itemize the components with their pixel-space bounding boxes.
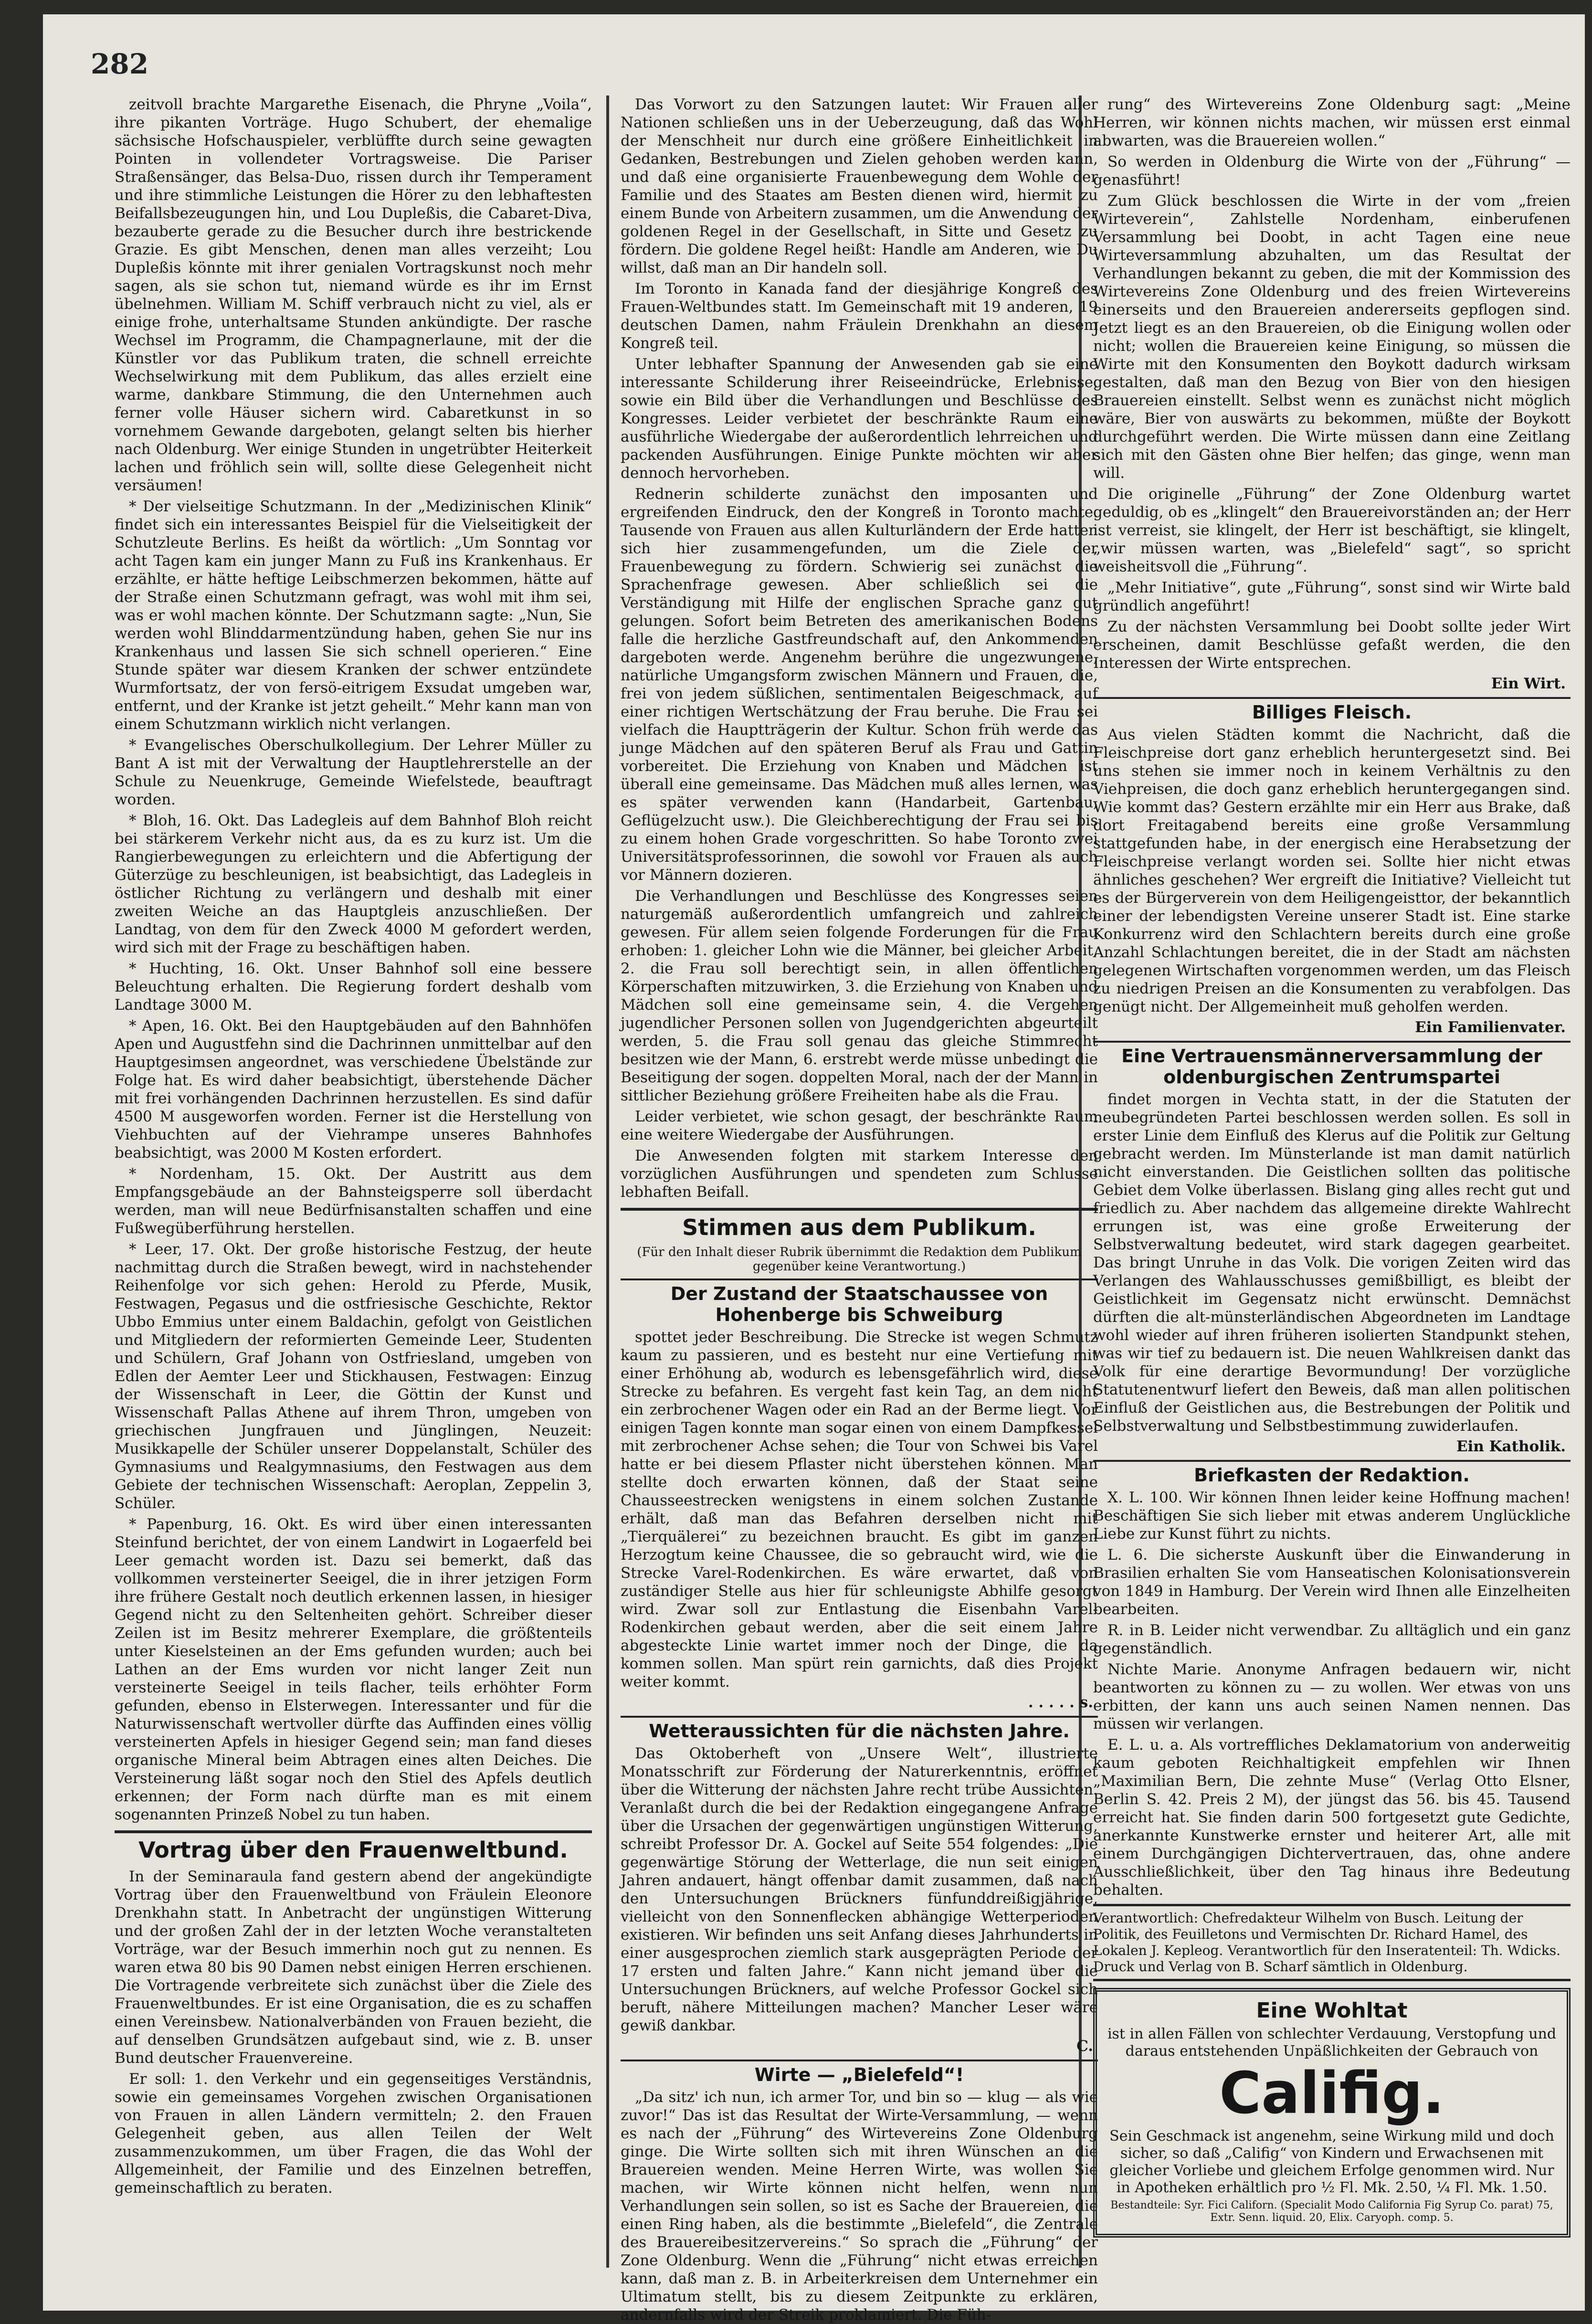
article-text: Er soll: 1. den Verkehr und ein gegenseitiges Verständnis, sowie ein gemeinsames Vorgehen zwischen Organisationen von Frauen in allen Ländern vermitteln; 2. den Frauen Gelegenheit geben, aus allen Teilen der Welt zusammenzukommen, um über Fragen, die das Wohl der Allgemeinheit, der Familie und des Einzelnen betreffen, gemeinschaftlich zu beraten. bbox=[115, 2070, 592, 2197]
signature: . . . . . s. bbox=[1028, 1694, 1093, 1711]
article-text: Die Verhandlungen und Beschlüsse des Kongresses seien naturgemäß außerordentlich umfangreich und zahlreich gewesen. Für allem seien folgende Forderungen für die Frau erhoben: 1. gleicher Lohn wie die Männer, bei gleicher Arbeit, 2. die Frau soll berechtigt sein, in allen öffentlichen Körperschaften mitzuwirken, 3. die Erziehung von Knaben und Mädchen soll eine gemeinsame sein, 4. die Vergehen jugendlicher Personen sollen von Jugendgerichten abgeurteilt werden, 5. die Frau soll genau das gleiche Stimmrecht besitzen wie der Mann, 6. erstrebt werde müsse unbedingt die Beseitigung der sogen. doppelten Moral, nach der der Mann in sittlicher Beziehung größere Freiheiten habe als die Frau. bbox=[621, 887, 1098, 1104]
section-heading: Briefkasten der Redaktion. bbox=[1093, 1460, 1571, 1486]
newspaper-page bbox=[43, 14, 1585, 2324]
article-text: „Da sitz' ich nun, ich armer Tor, und bin so — klug — als wie zuvor!“ Das ist das Resultat der Wirte-Versammlung, — wenn es nach der „Führung“ des Wirtevereins Zone Oldenburg ginge. Die Wirte sollten sich mit ihren Wünschen an die Brauereien wenden. Meine Herren Wirte, was wollen Sie machen, wir Wirte können nicht helfen, wenn nun Verhandlungen sein sollen, so ist es Sache der Brauereien, die einen Ring haben, als die bestimmte „Bielefeld“, die Zentrale des Brauereibesitzervereins.“ So sprach die „Führung“ der Zone Oldenburg. Wenn die „Führung“ nicht etwas erreichen kann, daß man z. B. in Arbeiterkreisen dem Unternehmer ein Ultimatum stellt, bis zu diesem Zeitpunkte zu erklären, andernfalls wird der Streik proklamiert. Die Füh- bbox=[621, 2089, 1098, 2324]
article-heading: Eine Vertrauensmännerversammlung der oldenburgischen Zentrumspartei bbox=[1093, 1041, 1571, 1088]
article-text: rung“ des Wirtevereins Zone Oldenburg sagt: „Meine Herren, wir können nichts machen, wir müssen erst einmal abwarten, was die Brauereien wollen.“ bbox=[1093, 96, 1571, 149]
page-number: 282 bbox=[91, 48, 149, 80]
article-text: spottet jeder Beschreibung. Die Strecke ist wegen Schmutz kaum zu passieren, und es besteht nur eine Vertiefung mit einer Erhöhung ab, wodurch es lebensgefährlich wird, diese Strecke zu befahren. Es vergeht fast kein Tag, an dem nicht ein zerbrochener Wagen oder ein Rad an der Berme liegt. Vor einigen Tagen konnte man sogar einen von einem Dampfkessel mit zerbrochener Achse sehen; die Tour von Schwei bis Varel hatte er bei diesem Pflaster nicht überstehen können. Man stellte doch erwarten können, daß der Staat seine Chausseestrecken wenigstens in einem solchen Zustande erhält, daß man das Befahren derselben nicht mit „Tierquälerei“ zu bezeichnen braucht. Es gibt im ganzen Herzogtum keine Chaussee, die so gebraucht wird, wie die Strecke Varel-Rodenkirchen. Es wäre erwartet, daß von zuständiger Stelle aus hier für schleunigste Abhilfe gesorgt wird. Zwar soll zur Entlastung die Eisenbahn Varel-Rodenkirchen gebaut werden, aber die seit einem Jahre abgesteckte Linie wartet immer noch der Dinge, die da kommen sollen. Man spürt rein garnichts, daß dies Projekt weiter kommt. bbox=[621, 1329, 1098, 1690]
article-heading: Wetteraussichten für die nächsten Jahre. bbox=[621, 1716, 1098, 1742]
article-text: * Bloh, 16. Okt. Das Ladegleis auf dem Bahnhof Bloh reicht bei stärkerem Verkehr nicht aus, da es zu kurz ist. Um die Rangierbewegungen zu erleichtern und die Abfertigung der Güterzüge zu beschleunigen, ist beabsichtigt, das Ladegleis in östlicher Richtung zu verlängern und deshalb mit einer zweiten Weiche an das Hauptgleis anzuschließen. Der Landtag, von dem für den Zweck 4000 M gefordert werden, wird sich mit der Frage zu beschäftigen haben. bbox=[115, 812, 592, 956]
column-1 bbox=[115, 95, 592, 2282]
signature: Ein Wirt. bbox=[1491, 675, 1566, 692]
article-text: * Apen, 16. Okt. Bei den Hauptgebäuden auf den Bahnhöfen Apen und Augustfehn sind die Dachrinnen unmittelbar auf den Hauptgesimsen angeordnet, was verschiedene Übelstände zur Folge hat. Es wird daher beabsichtigt, überstehende Dächer mit frei vorhängenden Dachrinnen herzustellen. Es sind dafür 4500 M ausgeworfen worden. Ferner ist die Herstellung von Viehbuchten auf der Viehrampe unseres Bahnhofes beabsichtigt, was 2000 M Kosten erfordert. bbox=[115, 1017, 592, 1162]
advertisement bbox=[1093, 1988, 1571, 2238]
imprint: Verantwortlich: Chefredakteur Wilhelm von Busch. Leitung der Politik, des Feuilletons und Vermischten Dr. Richard Hamel, des Lokalen J. Kepleog. Verantwortlich für den Inseratenteil: Th. Wdicks. Druck und Verlag von B. Scharf sämtlich in Oldenburg. bbox=[1093, 1904, 1571, 1981]
ad-brand: Califig. bbox=[1219, 2060, 1444, 2127]
article-text: Zu der nächsten Versammlung bei Doobt sollte jeder Wirt erscheinen, damit Beschlüsse gefaßt werden, die den Interessen der Wirte entsprechen. bbox=[1093, 618, 1571, 672]
column-3 bbox=[1093, 95, 1571, 2282]
article-text: Unter lebhafter Spannung der Anwesenden gab sie eine interessante Schilderung ihrer Reiseeindrücke, Erlebnisse, sowie ein Bild über die Verhandlungen und Beschlüsse des Kongresses. Leider verbietet der beschränkte Raum eine ausführliche Wiedergabe der außerordentlich lehrreichen und packenden Ausführungen. Einige Punkte möchten wir aber dennoch hervorheben. bbox=[621, 356, 1098, 482]
section-heading: Stimmen aus dem Publikum. bbox=[621, 1208, 1098, 1240]
article-text: So werden in Oldenburg die Wirte von der „Führung“ — genasführt! bbox=[1093, 153, 1571, 189]
article-text: * Huchting, 16. Okt. Unser Bahnhof soll eine bessere Beleuchtung erhalten. Die Regierung fordert deshalb vom Landtage 3000 M. bbox=[115, 960, 592, 1014]
ad-title: Eine Wohltat bbox=[1256, 1998, 1408, 2023]
article-text: * Nordenham, 15. Okt. Der Austritt aus dem Empfangsgebäude an der Bahnsteigsperre soll überdacht werden, man will neue Bedürfnisanstalten schaffen und eine Fußwegüberführung herstellen. bbox=[115, 1165, 592, 1237]
article-text: findet morgen in Vechta statt, in der die Statuten der neubegründeten Partei beschlossen werden sollen. Es soll in erster Linie dem Einfluß des Klerus auf die Politik zur Geltung gebracht werden. Im Münsterlande ist man damit natürlich nicht einverstanden. Die Geistlichen sollten das politische Gebiet dem Volke überlassen. Bislang ging alles recht gut und friedlich zu. Aber nachdem das allgemeine direkte Wahlrecht errungen ist, was eine große Erweiterung der Selbstverwaltung bedeutet, wird stark dagegen gearbeitet. Das bringt Unruhe in das Volk. Die vorigen Zeiten wird das Verlangen des Wahlausschusses gemißbilligt, es bleibt der Geistlichkeit im Gegensatz nicht erwünscht. Demnächst dürften die alt-münsterländischen Abgeordneten im Landtage wohl wieder auf ihren früheren isolierten Standpunkt stehen, was wir tief zu bedauern ist. Die neuen Wahlkreisen dankt das Volk für eine derartige Bevormundung! Der vorzügliche Statutenentwurf liefert den Beweis, daß man allen politischen Einfluß der Geistlichen aus, die Bestrebungen der Politik und Selbstverwaltung und Selbstbestimmung zuwiderlaufen. bbox=[1093, 1091, 1571, 1435]
column-rule bbox=[606, 95, 609, 2268]
letter-reply: E. L. u. a. Als vortreffliches Deklamatorium von anderweitig kaum geboten Reichhaltigkeit empfehlen wir Ihnen „Maximilian Bern, Die zehnte Muse“ (Verlag Otto Elsner, Berlin S. 42. Preis 2 M), der jüngst das 56. bis 45. Tausend erreicht hat. Sie finden darin 500 fortgesetzt gute Gedichte, anerkannte Kunstwerke ernster und heiterer Art, alle mit einem Durchgängigen Dichtervertrauen, das, ohne andere Ausschließlichkeit, über den Tag hinaus ihre Bedeutung behalten. bbox=[1093, 1736, 1571, 1899]
article-text: Das Oktoberheft von „Unsere Welt“, illustrierte Monatsschrift zur Förderung der Naturerkenntnis, eröffnet über die Witterung der nächsten Jahre recht trübe Aussichten. Veranlaßt durch die bei der Redaktion eingegangene Anfrage über die Ursachen der gegenwärtigen ungünstigen Witterung, schreibt Professor Dr. A. Gockel auf Seite 554 folgendes: „Die gegenwärtige Störung der Wetterlage, die nun seit einigen Jahren andauert, hängt offenbar damit zusammen, daß nach den Untersuchungen Brückners fünfunddreißigjährige, vielleicht von den Sonnenflecken abhängige Wetterperioden existieren. Wir befinden uns seit Anfang dieses Jahrhunderts in einer ausgesprochen ziemlich stark ausgeprägten Periode der 17 ersten und falten Jahre.“ Kann nicht jemand über die Untersuchungen Brückners, auf welche Professor Gockel sich beruft, nähere Mitteilungen machen? Mancher Leser wäre gewiß dankbar. bbox=[621, 1745, 1098, 2034]
article-text: In der Seminaraula fand gestern abend der angekündigte Vortrag über den Frauenweltbund von Fräulein Eleonore Drenkhahn statt. In Anbetracht der ungünstigen Witterung und der großen Zahl der in der letzten Woche veranstalteten Vorträge, war der Besuch immerhin noch gut zu nennen. Es waren etwa 80 bis 90 Damen nebst einigen Herren erschienen. Die Vortragende verbreitete sich zunächst über die Ziele des Frauenweltbundes. Er ist eine Organisation, die es zu schaffen einen Vereinsbew. Nationalverbänden von Frauen bezieht, die auf denselben Grundsätzen aufgebaut sind, wie z. B. unser Bund deutscher Frauenvereine. bbox=[115, 1868, 592, 2067]
article-heading: Billiges Fleisch. bbox=[1093, 697, 1571, 723]
ad-text: Sein Geschmack ist angenehm, seine Wirkung mild und doch sicher, so daß „Califig“ von Kindern und Erwachsenen mit gleicher Vorliebe und gleichem Erfolge genommen wird. Nur in Apotheken erhältlich pro ½ Fl. Mk. 2.50, ¼ Fl. Mk. 1.50. bbox=[1109, 2128, 1554, 2196]
article-text: * Papenburg, 16. Okt. Es wird über einen interessanten Steinfund berichtet, der von einem Landwirt in Logaerfeld bei Leer gemacht worden ist. Dazu sei bemerkt, daß das vollkommen versteinerter Seeigel, die in ihrer jetzigen Form ihre frühere Gestalt noch deutlich erkennen lassen, in hiesiger Gegend nicht zu den Seltenheiten gehört. Schreiber dieser Zeilen ist im Besitz mehrerer Exemplare, die größtenteils unter Kieselsteinen an der Ems gefunden wurden; auch bei Lathen an der Ems wurden vor nicht langer Zeit nun versteinerte Seeigel in teils flacher, teils erhöhter Form gefunden, ebenso in Elsterwegen. Interessanter und für die Naturwissenschaft wertvoller dürfte das Auffinden eines völlig versteinerten Apfels in hiesiger Gegend sein; man fand dieses organische Mineral beim Abtragen eines alten Deiches. Die Versteinerung läßt sogar noch den Stiel des Apfels deutlich erkennen; der Form nach dürfte man es mit einem sogenannten Prinzeß Nobel zu tun haben. bbox=[115, 1516, 592, 1823]
letter-reply: R. in B. Leider nicht verwendbar. Zu alltäglich und ein ganz gegenständlich. bbox=[1093, 1622, 1571, 1657]
column-2 bbox=[621, 95, 1098, 2324]
article-text: Leider verbietet, wie schon gesagt, der beschränkte Raum eine weitere Wiedergabe der Ausführungen. bbox=[621, 1108, 1098, 1143]
letter-reply: Nichte Marie. Anonyme Anfragen bedauern wir, nicht beantworten zu können zu — zu wollen. Wer etwas von uns erbitten, der kann uns auch seinen Namen nennen. Das müssen wir verlangen. bbox=[1093, 1661, 1571, 1732]
article-text: Die Anwesenden folgten mit starkem Interesse den vorzüglichen Ausführungen und spendeten zum Schlusse lebhaften Beifall. bbox=[621, 1147, 1098, 1201]
signature: Ein Familienvater. bbox=[1415, 1019, 1566, 1036]
letter-reply: L. 6. Die sicherste Auskunft über die Einwanderung in Brasilien erhalten Sie vom Hanseatischen Kolonisationsverein von 1849 in Hamburg. Der Verein wird Ihnen alle Einzelheiten bearbeiten. bbox=[1093, 1546, 1571, 1618]
article-text: * Evangelisches Oberschulkollegium. Der Lehrer Müller zu Bant A ist mit der Verwaltung der Hauptlehrerstelle an der Schule zu Neuenkruge, Gemeinde Wiefelstede, beauftragt worden. bbox=[115, 737, 592, 808]
article-text: Das Vorwort zu den Satzungen lautet: Wir Frauen aller Nationen schließen uns in der Ueberzeugung, daß das Wohl der Menschheit nur durch eine größere Einheitlichkeit in Gedanken, Bestrebungen und Zielen gehoben werden kann, und daß eine organisierte Frauenbewegung dem Wohle der Familie und des Staates am Besten dienen wird, hiermit zu einem Bunde von Arbeitern zusammen, um die Anwendung der goldenen Regel in der Gesellschaft, in Sitte und Gesetz zu fördern. Die goldene Regel heißt: Handle am Anderen, wie Du willst, daß man an Dir handeln soll. bbox=[621, 96, 1098, 276]
signature: Ein Katholik. bbox=[1456, 1438, 1566, 1455]
article-heading: Wirte — „Bielefeld“! bbox=[621, 2060, 1098, 2085]
article-text: zeitvoll brachte Margarethe Eisenach, die Phryne „Voila“, ihre pikanten Vorträge. Hugo Schubert, der ehemalige sächsische Hofschauspieler, verblüffte durch seine gewagten Pointen in vollendeter Vortragsweise. Die Pariser Straßensänger, das Belsa-Duo, rissen durch ihr Temperament und ihre stimmliche Leistungen die Hörer zu den lebhaftesten Beifallsbezeugungen hin, und Lou Dupleßis, die Cabaret-Diva, bezauberte gerade zu die Besucher durch ihre bestrickende Grazie. Es gibt Menschen, denen man alles verzeiht; Lou Dupleßis könnte mit ihrer genialen Vortragskunst noch mehr sagen, als sie schon tut, niemand würde es ihr im Ernst übelnehmen. William M. Schiff verbrauch nicht zu viel, als er einige frohe, unterhaltsame Stunden ankündigte. Der rasche Wechsel im Programm, die Champagnerlaune, mit der die Künstler vor das Publikum traten, die schnell erreichte Wechselwirkung mit dem Publikum, das alles erzielt eine warme, dankbare Stimmung, die den Unternehmen auch ferner volle Häuser sichern wird. Cabaretkunst in so vornehmem Gewande dargeboten, gelangt selten bis hierher nach Oldenburg. Wer einige Stunden in ungetrübter Heiterkeit lachen und fröhlich sein will, sollte diese Gelegenheit nicht versäumen! bbox=[115, 96, 592, 494]
article-text: * Leer, 17. Okt. Der große historische Festzug, der heute nachmittag durch die Straßen bewegt, wird in nachstehender Reihenfolge vor sich gehen: Herold zu Pferde, Musik, Festwagen, Pegasus und die ostfriesische Geschichte, Rektor Ubbo Emmius unter einem Baldachin, gefolgt von Geistlichen und Mitgliedern der reformierten Gemeinde Leer, Studenten und Schülern, Graf Johann von Ostfriesland, umgeben von Edlen der Aemter Leer und Stickhausen, Festwagen: Einzug der Wissenschaft in Leer, die Göttin der Kunst und Wissenschaft Pallas Athene auf ihrem Thron, umgeben von griechischen Jungfrauen und Jünglingen, Neuzeit: Musikkapelle der Schüler unserer Doppelanstalt, Schüler des Gymnasiums und Realgymnasiums, den Festwagen aus dem Gebiete der technischen Wissenschaft: Aeroplan, Zeppelin 3, Schüler. bbox=[115, 1241, 592, 1512]
disclaimer-note: (Für den Inhalt dieser Rubrik übernimmt die Redaktion dem Publikum gegenüber keine Verantwortung.) bbox=[637, 1245, 1082, 1274]
article-text: Zum Glück beschlossen die Wirte in der vom „freien Wirteverein“, Zahlstelle Nordenham, einberufenen Versammlung bei Doobt, in acht Tagen eine neue Wirteversammlung abzuhalten, um das Resultat der Verhandlungen bekannt zu geben, die mit der Kommission des Wirtevereins Zone Oldenburg und des freien Wirtevereins einerseits und den Brauereien andererseits gepflogen sind. Jetzt liegt es an den Brauereien, ob die Einigung wollen oder nicht; wollen die Brauereien keine Einigung, so müssen die Wirte mit den Konsumenten den Boykott dadurch wirksam gestalten, daß man den Bezug von Bier von den hiesigen Brauereien einstellt. Selbst wenn es zunächst nicht möglich wäre, Bier von auswärts zu bekommen, müßte der Boykott durchgeführt werden. Die Wirte müssen dann eine Zeitlang sich mit den Gästen ohne Bier helfen; das ginge, wenn man will. bbox=[1093, 192, 1571, 482]
ad-text: ist in allen Fällen von schlechter Verdauung, Verstopfung und daraus entstehenden Unpäßlichkeiten der Gebrauch von bbox=[1107, 2026, 1557, 2060]
signature: C. bbox=[1076, 2038, 1093, 2055]
article-text: Aus vielen Städten kommt die Nachricht, daß die Fleischpreise dort ganz erheblich heruntergesetzt sind. Bei uns stehen sie immer noch in keinem Verhältnis zu den Viehpreisen, die doch ganz erheblich heruntergegangen sind. Wie kommt das? Gestern erzählte mir ein Herr aus Brake, daß dort Freitagabend bereits eine große Versammlung stattgefunden habe, in der energisch eine Herabsetzung der Fleischpreise verlangt worden sei. Sollte hier nicht etwas ähnliches geschehen? Wer ergreift die Initiative? Vielleicht tut es der Bürgerverein von dem Heiligengeisttor, der bekanntlich einer der lebendigsten Vereine unserer Stadt ist. Eine starke Konkurrenz wird den Schlachtern bereits durch eine große Anzahl Schlachtungen bereitet, die in der Stadt am nächsten gelegenen Wirtschaften vorgenommen werden, um das Fleisch zu niedrigen Preisen an die Konsumenten zu verabfolgen. Das genügt nicht. Der Allgemeinheit muß geholfen werden. bbox=[1093, 726, 1571, 1015]
letter-reply: X. L. 100. Wir können Ihnen leider keine Hoffnung machen! Beschäftigen Sie sich lieber mit etwas anderem Unglückliche Liebe zur Kunst führt zu nichts. bbox=[1093, 1489, 1571, 1542]
article-text: Die originelle „Führung“ der Zone Oldenburg wartet geduldig, ob es „klingelt“ den Brauereivorständen an; der Herr ist verreist, sie klingelt, der Herr ist beschäftigt, sie klingelt, „wir müssen warten, was „Bielefeld“ sagt“, so spricht weisheitsvoll die „Führung“. bbox=[1093, 486, 1571, 575]
article-text: „Mehr Initiative“, gute „Führung“, sonst sind wir Wirte bald gründlich angeführt! bbox=[1093, 579, 1571, 614]
ad-ingredients: Bestandteile: Syr. Fici Californ. (Specialit Modo California Fig Syrup Co. parat) 75, Extr. Senn. liquid. 20, Elix. Caryoph. comp. 5. bbox=[1110, 2199, 1553, 2224]
article-text: Im Toronto in Kanada fand der diesjährige Kongreß des Frauen-Weltbundes statt. Im Gemeinschaft mit 19 anderen, 19 deutschen Damen, nahm Fräulein Drenkhahn an diesem Kongreß teil. bbox=[621, 280, 1098, 352]
article-heading: Vortrag über den Frauenweltbund. bbox=[115, 1830, 592, 1863]
article-heading: Der Zustand der Staatschaussee von Hohenberge bis Schweiburg bbox=[621, 1278, 1098, 1325]
article-text: * Der vielseitige Schutzmann. In der „Medizinischen Klinik“ findet sich ein interessantes Beispiel für die Vielseitigkeit der Schutzleute Berlins. Es heißt da wörtlich: „Um Sonntag vor acht Tagen kam ein junger Mann zu Fuß ins Krankenhaus. Er erzählte, er hätte heftige Leibschmerzen bekommen, hätte auf der Straße einen Schutzmann gefragt, was wohl mit ihm sei, was er wohl machen könnte. Der Schutzmann sagte: „Nun, Sie werden wohl Blinddarmentzündung haben, gehen Sie nur ins Krankenhaus und lassen Sie sich schnell operieren.“ Eine Stunde später war diesem Kranken der schwer entzündete Wurmfortsatz, der von fersö-eitrigem Exsudat umgeben war, entfernt, und der Kranke ist jetzt geheilt.“ Mehr kann man von einem Schutzmann wirklich nicht verlangen. bbox=[115, 498, 592, 733]
article-text: Rednerin schilderte zunächst den imposanten und ergreifenden Eindruck, den der Kongreß in Toronto machte. Tausende von Frauen aus allen Kulturländern der Erde hatten sich hier zusammengefunden, um die Ziele der Frauenbewegung zu fördern. Schwierig sei zunächst die Sprachenfrage gewesen. Aber schließlich sei die Verständigung mit Hilfe der englischen Sprache ganz gut gelungen. Sofort beim Betreten des amerikanischen Bodens falle die herzliche Gastfreundschaft auf, den Ankommenden dargeboten werde. Angenehm berühre die ungezwungene, natürliche Umgangsform zwischen Männern und Frauen, die, frei von jedem süßlichen, sentimentalen Beigeschmack, auf einer richtigen Wertschätzung der Frau beruhe. Die Frau sei vielfach die Hauptträgerin der Kultur. Schon früh werde das junge Mädchen auf den späteren Beruf als Frau und Gattin vorbereitet. Die Erziehung von Knaben und Mädchen ist überall eine gemeinsame. Das Mädchen muß alles lernen, was es später verwenden kann (Handarbeit, Gartenbau, Geflügelzucht usw.). Die Gleichberechtigung der Frau sei bis zu einem hohen Grade vorgeschritten. So habe Toronto zwei Universitätsprofessorinnen, die sowohl vor Frauen als auch vor Männern dozieren. bbox=[621, 486, 1098, 884]
